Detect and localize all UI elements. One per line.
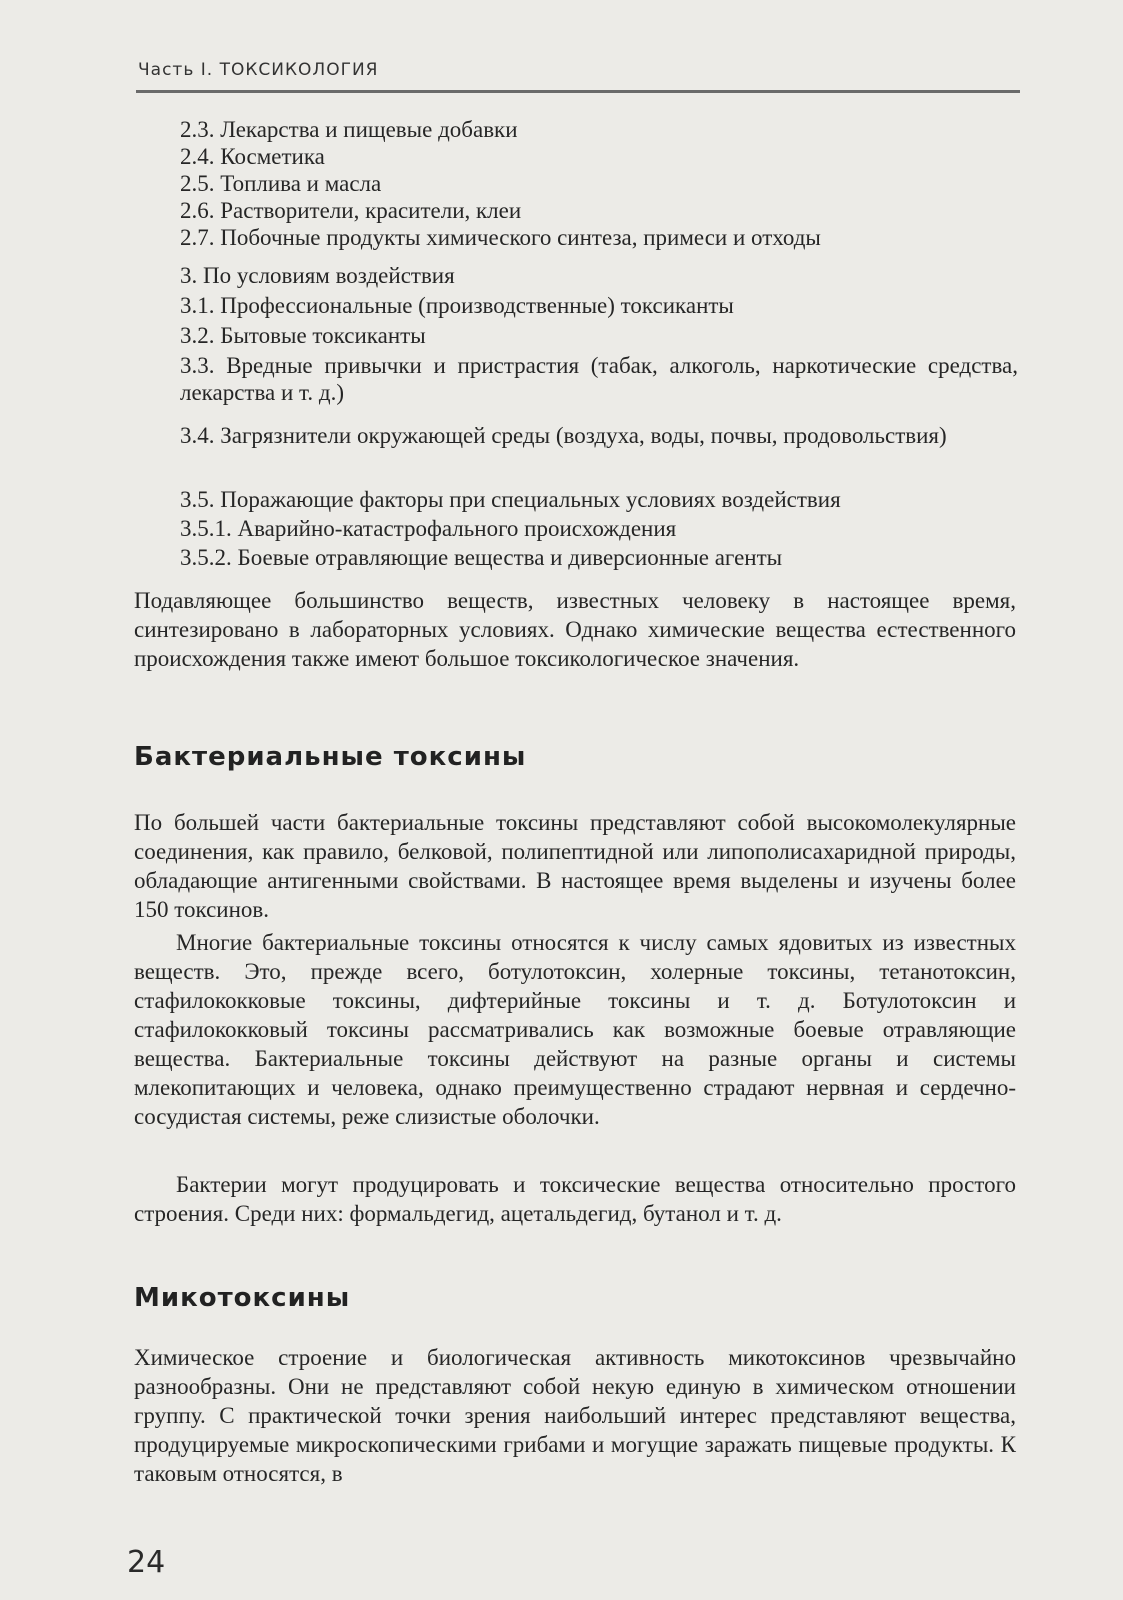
list-item: 3.4. Загрязнители окружающей среды (воздуха, воды, почвы, продовольствия) (180, 423, 947, 448)
list-item: 2.4. Косметика (180, 144, 325, 169)
running-head: Часть I. ТОКСИКОЛОГИЯ (138, 60, 379, 80)
paragraph: Подавляющее большинство веществ, известных человеку в настоящее время, синтезировано в лабораторных условиях. Однако химические вещества естественного происхождения также имеют большое токсикологическое значения. (134, 588, 1016, 671)
list-item: 3.5.2. Боевые отравляющие вещества и диверсионные агенты (180, 545, 783, 570)
header-rule (136, 90, 1020, 93)
list-item: 3.1. Профессиональные (производственные) токсиканты (180, 293, 734, 318)
list-item: 2.6. Растворители, красители, клеи (180, 198, 522, 223)
list-item: 3.3. Вредные привычки и пристрастия (табак, алкоголь, наркотические средства, лекарства и т. д.) (180, 353, 1018, 405)
list-item: 3. По условиям воздействия (180, 263, 455, 288)
list-item: 3.5. Поражающие факторы при специальных условиях воздействия (180, 487, 841, 512)
list-item: 3.5.1. Аварийно-катастрофального происхождения (180, 516, 677, 541)
paragraph: По большей части бактериальные токсины представляют собой высокомолекулярные соединения, как правило, белковой, полипептидной или липополисахаридной природы, обладающие антигенными свойствами. В настоящее время выделены и изучены более 150 токсинов. (134, 810, 1016, 922)
list-item: 3.2. Бытовые токсиканты (180, 323, 426, 348)
list-item: 2.5. Топлива и масла (180, 171, 382, 196)
section-heading-mycotoxins: Микотоксины (134, 1283, 351, 1313)
paragraph: Бактерии могут продуцировать и токсические вещества относительно простого строения. Среди них: формальдегид, ацетальдегид, бутанол и т. д. (134, 1172, 1016, 1226)
list-item: 2.3. Лекарства и пищевые добавки (180, 117, 518, 142)
list-item: 2.7. Побочные продукты химического синтеза, примеси и отходы (180, 225, 821, 250)
section-heading-bacterial-toxins: Бактериальные токсины (134, 742, 527, 772)
paragraph: Многие бактериальные токсины относятся к числу самых ядовитых из известных веществ. Это, прежде всего, ботулотоксин, холерные токсины, тетанотоксин, стафилококковые токсины, дифтерийные токсины и т. д. Ботулотоксин и стафилококковый токсины рассматривались как возможные боевые отравляющие вещества. Бактериальные токсины действуют на разные органы и системы млекопитающих и человека, однако преимущественно страдают нервная и сердечно-сосудистая системы, реже слизистые оболочки. (134, 930, 1016, 1129)
paragraph: Химическое строение и биологическая активность микотоксинов чрезвычайно разнообразны. Они не представляют собой некую единую в химическом отношении группу. С практической точки зрения наибольший интерес представляют вещества, продуцируемые микроскопическими грибами и могущие заражать пищевые продукты. К таковым относятся, в (134, 1345, 1016, 1486)
page-number: 24 (127, 1545, 166, 1580)
